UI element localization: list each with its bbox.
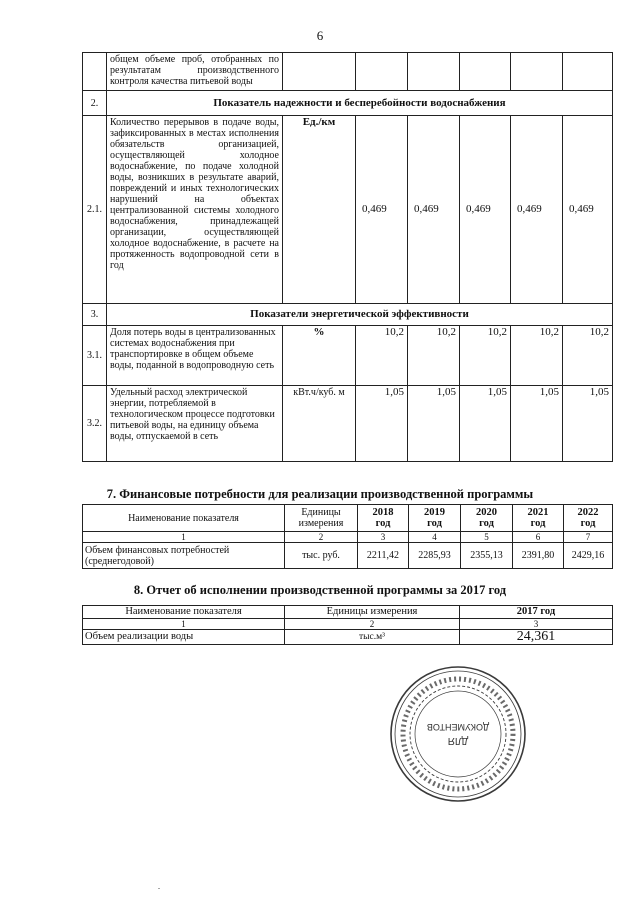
official-stamp bbox=[388, 664, 528, 804]
year-header: 2019 год bbox=[409, 505, 461, 532]
row-value: 0,469 bbox=[563, 116, 613, 304]
column-header: Наименование показателя bbox=[83, 606, 285, 619]
year-header: 2018 год bbox=[358, 505, 409, 532]
year-header: 2022 год bbox=[564, 505, 613, 532]
row-value: 2285,93 bbox=[409, 543, 461, 569]
row-value: 1,05 bbox=[356, 386, 408, 462]
table-row bbox=[83, 630, 613, 645]
page-number: 6 bbox=[316, 28, 324, 43]
row-unit: тыс.м³ bbox=[285, 630, 460, 645]
row-value: 2211,42 bbox=[358, 543, 409, 569]
row-unit: Ед./км bbox=[283, 116, 356, 304]
table-row bbox=[83, 386, 613, 462]
table-row bbox=[83, 543, 613, 569]
column-header: Наименование показателя bbox=[83, 505, 285, 532]
row-value: 10,2 bbox=[460, 326, 511, 386]
stamp-rings bbox=[391, 667, 525, 801]
row-value: 24,361 bbox=[460, 630, 613, 645]
row-value: 1,05 bbox=[563, 386, 613, 462]
row-unit: % bbox=[283, 326, 356, 386]
numbering-row: 1 2 3 bbox=[83, 619, 613, 630]
row-value: 1,05 bbox=[460, 386, 511, 462]
row-description: Количество перерывов в подаче воды, зафиксированных в местах исполнения обязательств организацией, осуществляющей холодное водоснабжение, по подаче холодной воды, возникших в результате аварий, повреждений и иных технологических нарушений на объектах централизованной системы холодного водоснабжения, принадлежащей организации, осуществляющей холодное водоснабжение, в расчете на протяженность водопроводной сети в год bbox=[107, 116, 283, 304]
indicators-table bbox=[82, 52, 613, 462]
row-number: 3.2. bbox=[83, 386, 107, 462]
section-7-heading: 7. Финансовые потребности для реализации производственной программы bbox=[106, 487, 534, 501]
section-row bbox=[83, 91, 613, 116]
footer-mark: . bbox=[158, 882, 160, 891]
row-value: 0,469 bbox=[460, 116, 511, 304]
row-value: 10,2 bbox=[511, 326, 563, 386]
row-name: Объем реализации воды bbox=[83, 630, 285, 645]
column-header: 2017 год bbox=[460, 606, 613, 619]
row-value: 0,469 bbox=[408, 116, 460, 304]
row-value: 1,05 bbox=[511, 386, 563, 462]
row-value: 2355,13 bbox=[461, 543, 513, 569]
row-number: 3.1. bbox=[83, 326, 107, 386]
table-row bbox=[83, 53, 613, 91]
row-value: 10,2 bbox=[408, 326, 460, 386]
column-header: Единицы измерения bbox=[285, 606, 460, 619]
table-row bbox=[83, 326, 613, 386]
numbering-row: 1 2 3 4 5 6 7 bbox=[83, 532, 613, 543]
section-row bbox=[83, 304, 613, 326]
year-header: 2021 год bbox=[513, 505, 564, 532]
section-title: Показатели энергетической эффективности bbox=[107, 304, 613, 326]
row-unit: кВт.ч/куб. м bbox=[283, 386, 356, 462]
row-number: 2.1. bbox=[83, 116, 107, 304]
row-value: 10,2 bbox=[563, 326, 613, 386]
financial-needs-table bbox=[82, 504, 613, 569]
table-row bbox=[83, 116, 613, 304]
table-header-row bbox=[83, 505, 613, 532]
row-description: Удельный расход электрической энергии, потребляемой в технологическом процессе подготовки питьевой воды, на единицу объема воды, отпускаемой в сеть bbox=[107, 386, 283, 462]
row-value: 2429,16 bbox=[564, 543, 613, 569]
row-description: общем объеме проб, отобранных по результатам производственного контроля качества питьевой воды bbox=[107, 53, 283, 91]
program-report-table bbox=[82, 605, 613, 645]
section-8-heading: 8. Отчет об исполнении производственной программы за 2017 год bbox=[133, 583, 507, 597]
row-description: Доля потерь воды в централизованных системах водоснабжения при транспортировке в общем объеме воды, поданной в водопроводную сеть bbox=[107, 326, 283, 386]
table-header-row bbox=[83, 606, 613, 619]
year-header: 2020 год bbox=[461, 505, 513, 532]
row-name: Объем финансовых потребностей (среднегодовой) bbox=[83, 543, 285, 569]
row-value: 1,05 bbox=[408, 386, 460, 462]
row-value: 0,469 bbox=[511, 116, 563, 304]
row-unit: тыс. руб. bbox=[285, 543, 358, 569]
section-number: 2. bbox=[83, 91, 107, 116]
stamp-text: ДЛЯ bbox=[447, 735, 469, 746]
column-header: Единицы измерения bbox=[285, 505, 358, 532]
section-number: 3. bbox=[83, 304, 107, 326]
stamp-text: ДОКУМЕНТОВ bbox=[426, 722, 490, 732]
section-title: Показатель надежности и бесперебойности водоснабжения bbox=[107, 91, 613, 116]
row-value: 2391,80 bbox=[513, 543, 564, 569]
row-value: 10,2 bbox=[356, 326, 408, 386]
row-value: 0,469 bbox=[356, 116, 408, 304]
